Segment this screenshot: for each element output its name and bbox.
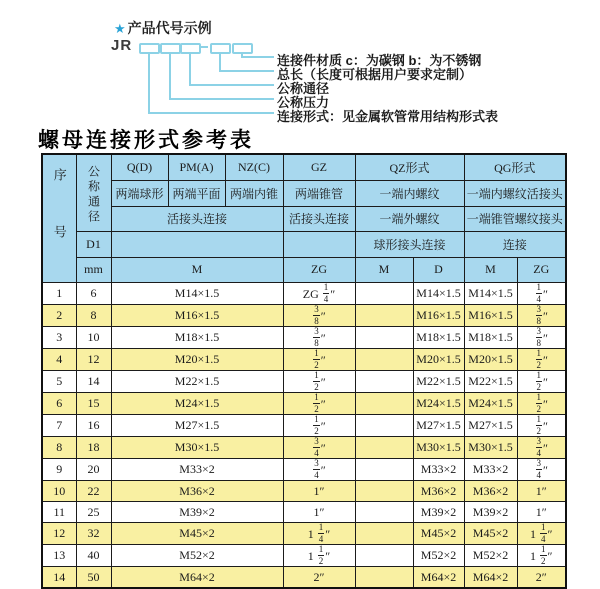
header-qz: QZ形式	[355, 154, 464, 180]
cell-seq: 5	[42, 371, 76, 393]
cell-qz-d: M33×2	[413, 459, 464, 481]
cell-gz-zg: 1″	[283, 481, 355, 502]
header-pm-sub: 两端平面	[168, 180, 225, 206]
header-d: D	[413, 257, 464, 282]
cell-m: M45×2	[111, 523, 283, 545]
header-m1: M	[111, 257, 283, 282]
cell-qz-m	[355, 437, 413, 459]
cell-gz-zg: $\frac{3}{8}$ ″	[283, 327, 355, 349]
cell-qz-d: M45×2	[413, 523, 464, 545]
cell-qg-m: M39×2	[464, 502, 517, 523]
header-pm: PM(A)	[168, 154, 225, 180]
cell-dn: 16	[76, 415, 111, 437]
cell-dn: 8	[76, 305, 111, 327]
cell-qz-d: M20×1.5	[413, 349, 464, 371]
table-row	[42, 545, 566, 567]
table-row	[42, 523, 566, 545]
cell-qz-d: M14×1.5	[413, 283, 464, 305]
cell-seq: 10	[42, 481, 76, 502]
table-row	[42, 437, 566, 459]
cell-qz-m	[355, 502, 413, 523]
cell-qz-d: M27×1.5	[413, 415, 464, 437]
header-qg-conn: 连接	[464, 232, 566, 257]
header-zg2: ZG	[517, 257, 566, 282]
cell-qg-m: M14×1.5	[464, 283, 517, 305]
cell-qz-d: M30×1.5	[413, 437, 464, 459]
cell-m: M27×1.5	[111, 415, 283, 437]
cell-dn: 25	[76, 502, 111, 523]
cell-seq: 11	[42, 502, 76, 523]
cell-gz-zg: $\frac{1}{2}$ ″	[283, 349, 355, 371]
header-empty-1	[111, 232, 283, 257]
header-q: Q(D)	[111, 154, 168, 180]
cell-qz-d: M64×2	[413, 567, 464, 589]
cell-m: M18×1.5	[111, 327, 283, 349]
cell-qz-m	[355, 371, 413, 393]
cell-m: M64×2	[111, 567, 283, 589]
header-row-3	[42, 206, 566, 232]
table-row	[42, 305, 566, 327]
cell-seq: 13	[42, 545, 76, 567]
cell-gz-zg: $\frac{1}{2}$ ″	[283, 393, 355, 415]
diagram-title-text: 产品代号示例	[127, 20, 212, 36]
label-length: 总长（长度可根据用户要求定制）	[277, 67, 473, 82]
cell-gz-zg: $\frac{3}{4}$ ″	[283, 437, 355, 459]
cell-seq: 14	[42, 567, 76, 589]
cell-qz-d: M24×1.5	[413, 393, 464, 415]
table-body	[42, 283, 566, 589]
header-qg-sub1: 一端内螺纹活接头	[464, 180, 566, 206]
cell-dn: 22	[76, 481, 111, 502]
cell-dn: 20	[76, 459, 111, 481]
cell-qz-d: M52×2	[413, 545, 464, 567]
cell-dn: 40	[76, 545, 111, 567]
cell-qz-m	[355, 567, 413, 589]
header-nz: NZ(C)	[225, 154, 283, 180]
cell-seq: 1	[42, 283, 76, 305]
cell-qz-m	[355, 459, 413, 481]
cell-m: M30×1.5	[111, 437, 283, 459]
header-qg-sub2: 一端锥管螺纹接头	[464, 206, 566, 232]
cell-m: M33×2	[111, 459, 283, 481]
cell-seq: 4	[42, 349, 76, 371]
cell-qg-m: M30×1.5	[464, 437, 517, 459]
cell-qz-d: M22×1.5	[413, 371, 464, 393]
cell-qz-d: M36×2	[413, 481, 464, 502]
cell-dn: 12	[76, 349, 111, 371]
header-dn: 公称通径	[76, 154, 111, 232]
cell-seq: 9	[42, 459, 76, 481]
cell-qg-m: M18×1.5	[464, 327, 517, 349]
cell-seq: 6	[42, 393, 76, 415]
cell-qg-zg: $\frac{3}{4}$ ″	[517, 437, 566, 459]
label-pressure: 公称压力	[277, 95, 330, 110]
cell-qg-m: M36×2	[464, 481, 517, 502]
table-row	[42, 459, 566, 481]
cell-qg-m: M24×1.5	[464, 393, 517, 415]
cell-qz-d: M16×1.5	[413, 305, 464, 327]
header-nz-sub: 两端内锥	[225, 180, 283, 206]
diagram-title	[114, 18, 212, 38]
cell-qg-m: M45×2	[464, 523, 517, 545]
connector-line-connection	[148, 52, 274, 114]
table-row	[42, 567, 566, 589]
header-m2: M	[355, 257, 413, 282]
table-title: 螺母连接形式参考表	[38, 128, 254, 152]
cell-qz-m	[355, 349, 413, 371]
cell-qg-zg: $\frac{1}{2}$ ″	[517, 415, 566, 437]
cell-qg-zg: 1″	[517, 481, 566, 502]
header-gz-conn: 活接头连接	[283, 206, 355, 232]
cell-m: M14×1.5	[111, 283, 283, 305]
cell-m: M22×1.5	[111, 371, 283, 393]
table-row	[42, 371, 566, 393]
header-d1: D1	[76, 232, 111, 257]
cell-gz-zg: $\frac{3}{8}$ ″	[283, 305, 355, 327]
cell-qz-m	[355, 283, 413, 305]
code-dash	[200, 46, 208, 48]
cell-dn: 6	[76, 283, 111, 305]
cell-qg-zg: 2″	[517, 567, 566, 589]
cell-qg-zg: 1″	[517, 502, 566, 523]
cell-m: M36×2	[111, 481, 283, 502]
cell-gz-zg: $\frac{1}{2}$ ″	[283, 415, 355, 437]
cell-qg-m: M20×1.5	[464, 349, 517, 371]
cell-qz-d: M18×1.5	[413, 327, 464, 349]
cell-gz-zg: ZG $\frac{1}{4}$ ″	[283, 283, 355, 305]
header-union-conn: 活接头连接	[111, 206, 283, 232]
table-row	[42, 393, 566, 415]
cell-qg-zg: $\frac{1}{2}$ ″	[517, 393, 566, 415]
cell-dn: 15	[76, 393, 111, 415]
header-row-4	[42, 232, 566, 257]
label-connection: 连接形式：见金属软管常用结构形式表	[277, 109, 499, 124]
header-gz-sub: 两端锥管	[283, 180, 355, 206]
cell-seq: 7	[42, 415, 76, 437]
table-row	[42, 349, 566, 371]
cell-qg-zg: $\frac{1}{2}$ ″	[517, 349, 566, 371]
cell-m: M39×2	[111, 502, 283, 523]
code-prefix: JR	[111, 37, 133, 54]
header-qz-sub2: 一端外螺纹	[355, 206, 464, 232]
header-gz: GZ	[283, 154, 355, 180]
cell-dn: 14	[76, 371, 111, 393]
header-row-5	[42, 257, 566, 282]
cell-m: M24×1.5	[111, 393, 283, 415]
cell-m: M20×1.5	[111, 349, 283, 371]
cell-gz-zg: 2″	[283, 567, 355, 589]
cell-gz-zg: 1″	[283, 502, 355, 523]
cell-seq: 8	[42, 437, 76, 459]
cell-qg-zg: $\frac{3}{8}$ ″	[517, 327, 566, 349]
table-row	[42, 283, 566, 305]
header-seq: 序号	[42, 154, 76, 283]
cell-qg-zg: $\frac{3}{8}$ ″	[517, 305, 566, 327]
cell-qg-m: M16×1.5	[464, 305, 517, 327]
header-mm: mm	[76, 257, 111, 282]
cell-qz-m	[355, 481, 413, 502]
cell-qg-zg: $\frac{1}{4}$ ″	[517, 283, 566, 305]
header-row-2	[42, 180, 566, 206]
cell-gz-zg: 1 $\frac{1}{2}$ ″	[283, 545, 355, 567]
cell-gz-zg: $\frac{1}{2}$ ″	[283, 371, 355, 393]
cell-qz-m	[355, 415, 413, 437]
table-row	[42, 327, 566, 349]
table-row	[42, 502, 566, 523]
cell-qg-m: M64×2	[464, 567, 517, 589]
cell-qg-zg: $\frac{3}{4}$ ″	[517, 459, 566, 481]
table-row	[42, 481, 566, 502]
label-material: 连接件材质 c：为碳钢 b：为不锈钢	[277, 53, 482, 68]
cell-m: M52×2	[111, 545, 283, 567]
cell-qg-m: M52×2	[464, 545, 517, 567]
header-qz-sub1: 一端内螺纹	[355, 180, 464, 206]
cell-seq: 2	[42, 305, 76, 327]
label-diameter: 公称通径	[277, 81, 330, 96]
cell-qg-m: M22×1.5	[464, 371, 517, 393]
cell-qg-zg: 1 $\frac{1}{4}$ ″	[517, 523, 566, 545]
cell-seq: 3	[42, 327, 76, 349]
header-zg1: ZG	[283, 257, 355, 282]
cell-qz-d: M39×2	[413, 502, 464, 523]
cell-qz-m	[355, 305, 413, 327]
cell-dn: 10	[76, 327, 111, 349]
cell-qg-m: M27×1.5	[464, 415, 517, 437]
header-row-1	[42, 154, 566, 180]
cell-gz-zg: $\frac{3}{4}$ ″	[283, 459, 355, 481]
table-row	[42, 415, 566, 437]
cell-dn: 18	[76, 437, 111, 459]
cell-seq: 12	[42, 523, 76, 545]
cell-qz-m	[355, 523, 413, 545]
cell-qz-m	[355, 545, 413, 567]
cell-qg-m: M33×2	[464, 459, 517, 481]
cell-qz-m	[355, 327, 413, 349]
star-icon: ★	[114, 21, 126, 36]
header-qz-conn: 球形接头连接	[355, 232, 464, 257]
cell-qg-zg: $\frac{1}{2}$ ″	[517, 371, 566, 393]
cell-qg-zg: 1 $\frac{1}{2}$ ″	[517, 545, 566, 567]
header-q-sub: 两端球形	[111, 180, 168, 206]
header-m3: M	[464, 257, 517, 282]
header-qg: QG形式	[464, 154, 566, 180]
cell-dn: 32	[76, 523, 111, 545]
header-empty-2	[283, 232, 355, 257]
cell-qz-m	[355, 393, 413, 415]
reference-table	[41, 153, 567, 589]
cell-m: M16×1.5	[111, 305, 283, 327]
cell-gz-zg: 1 $\frac{1}{4}$ ″	[283, 523, 355, 545]
cell-dn: 50	[76, 567, 111, 589]
